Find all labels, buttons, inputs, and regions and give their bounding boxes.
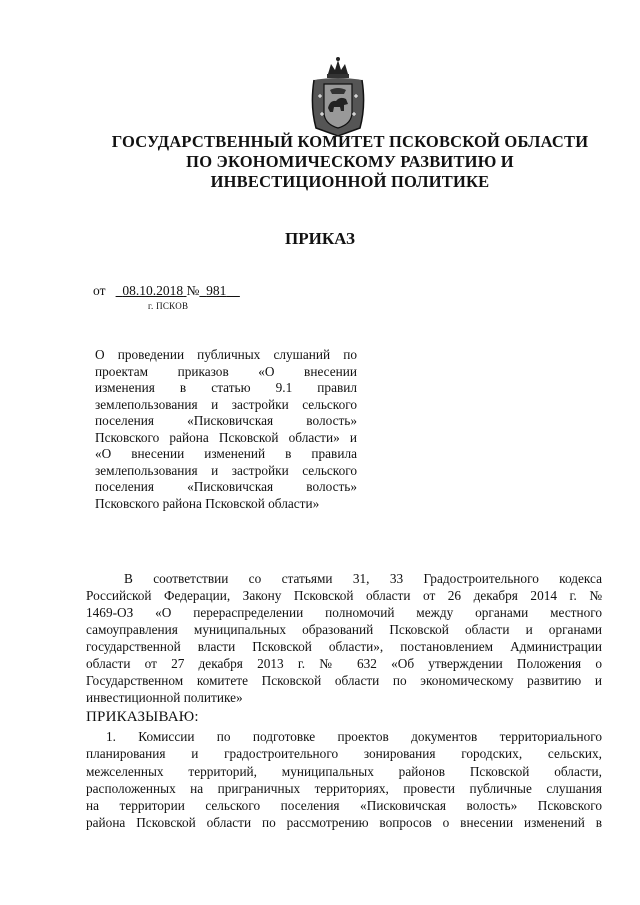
subject-line: Псковского района Псковской области» xyxy=(95,495,320,511)
item-line: планирования и градостроительного зонирования городских, сельских, xyxy=(86,746,602,762)
subject-line: землепользования и застройки сельского xyxy=(95,396,357,412)
subject-line: Псковского района Псковской области» и xyxy=(95,429,357,445)
agency-line: ГОСУДАРСТВЕННЫЙ КОМИТЕТ ПСКОВСКОЙ ОБЛАСТИ xyxy=(111,132,589,151)
subject-line: О проведении публичных слушаний по xyxy=(95,347,357,362)
from-label: от xyxy=(93,283,106,298)
document-city: г. ПСКОВ xyxy=(148,301,189,311)
preamble-line: В соответствии со статьями 31, 33 Градостроительного кодекса xyxy=(124,571,602,586)
item-line: межселенных территорий, муниципальных районов Псковской области, xyxy=(86,763,602,779)
document-number: 981 xyxy=(206,283,227,298)
document-subject xyxy=(95,347,357,512)
document-dateline xyxy=(93,283,240,299)
preamble-line: государственной власти Псковской области», постановлением Администрации xyxy=(86,639,602,654)
item-line: расположенных на приграничных территориях, провести публичные слушания xyxy=(86,780,602,796)
agency-line: ИНВЕСТИЦИОННОЙ ПОЛИТИКЕ xyxy=(210,172,490,191)
number-label: № xyxy=(186,283,200,298)
subject-line: поселения «Писковичская волость» xyxy=(95,413,357,428)
item-line: района Псковской области по рассмотрению вопросов о внесении изменений в xyxy=(86,815,602,831)
item-line: на территории сельского поселения «Писковичская волость» Псковского xyxy=(86,798,602,814)
preamble-line: 1469-ОЗ «О перераспределении полномочий между органами местного xyxy=(86,605,602,620)
document-date: 08.10.2018 xyxy=(122,283,184,298)
preamble-paragraph xyxy=(86,570,602,706)
item-line: 1. Комиссии по подготовке проектов документов территориального xyxy=(106,729,602,744)
subject-line: проектам приказов «О внесении xyxy=(95,363,357,379)
order-item-1 xyxy=(86,728,602,832)
agency-name xyxy=(90,132,610,192)
subject-line: «О внесении изменений в правила xyxy=(95,446,357,461)
order-word: ПРИКАЗЫВАЮ: xyxy=(86,709,199,725)
preamble-line: Государственном комитете Псковской области по экономическому развитию и xyxy=(86,673,602,688)
subject-line: поселения «Писковичская волость» xyxy=(95,479,357,494)
pskov-coat-of-arms-icon xyxy=(306,56,370,138)
preamble-line: инвестиционной политике» xyxy=(86,690,243,705)
preamble-line: области от 27 декабря 2013 г. № 632 «Об утверждении Положения о xyxy=(86,656,602,671)
preamble-line: Российской Федерации, Закону Псковской области от 26 декабря 2014 г. № xyxy=(86,588,602,603)
document-type: ПРИКАЗ xyxy=(285,229,355,248)
preamble-line: самоуправления муниципальных образований Псковской области и органами xyxy=(86,622,602,637)
subject-line: землепользования и застройки сельского xyxy=(95,462,357,478)
subject-line: изменения в статью 9.1 правил xyxy=(95,380,357,395)
agency-line: ПО ЭКОНОМИЧЕСКОМУ РАЗВИТИЮ И xyxy=(186,152,514,171)
